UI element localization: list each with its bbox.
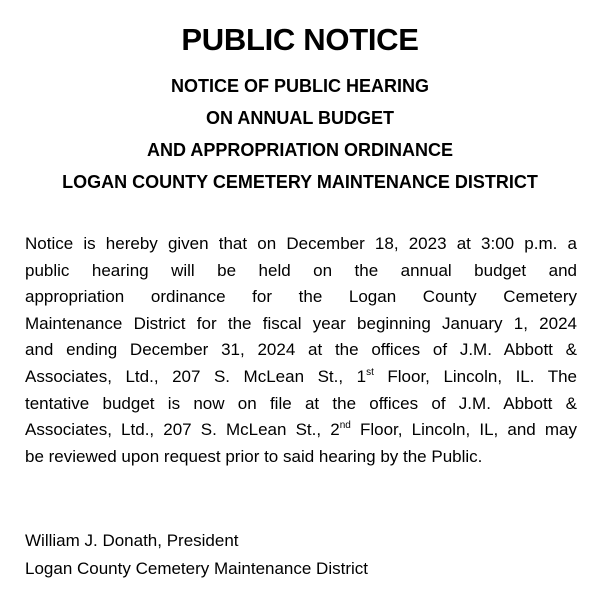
body-line-8 xyxy=(25,417,577,444)
body-line-1: Notice is hereby given that on December 18, 2023 at 3:00 p.m. a xyxy=(25,234,577,253)
body-line-7: tentative budget is now on file at the offices of J.M. Abbott & xyxy=(25,393,577,413)
body-line-6 xyxy=(25,364,577,391)
notice-title: PUBLIC NOTICE xyxy=(181,22,419,57)
body-line-8-text-a: Associates, Ltd., 207 S. McLean St., 2 xyxy=(25,420,340,440)
ordinal-suffix-second: nd xyxy=(339,420,351,432)
signature-block xyxy=(25,527,368,583)
body-line-6-text-b: Floor, Lincoln, IL. The xyxy=(373,366,577,386)
subheading-ordinance: AND APPROPRIATION ORDINANCE xyxy=(146,140,453,160)
body-line-5: and ending December 31, 2024 at the offices of J.M. Abbott & xyxy=(25,340,577,360)
signature-name: William J. Donath, President xyxy=(25,531,239,550)
body-line-2: public hearing will be held on the annual budget and xyxy=(25,260,577,280)
body-line-8-text-b: Floor, Lincoln, IL, and may xyxy=(350,420,578,440)
subheading-hearing: NOTICE OF PUBLIC HEARING xyxy=(170,76,429,96)
subheading-budget: ON ANNUAL BUDGET xyxy=(206,108,394,128)
body-line-6-text-a: Associates, Ltd., 207 S. McLean St., 1 xyxy=(25,366,367,386)
notice-body xyxy=(25,231,577,470)
body-line-4: Maintenance District for the fiscal year beginning January 1, 2024 xyxy=(25,313,577,333)
subheading-district: LOGAN COUNTY CEMETERY MAINTENANCE DISTRICT xyxy=(62,172,538,192)
signature-organization: Logan County Cemetery Maintenance District xyxy=(25,559,368,578)
body-line-3: appropriation ordinance for the Logan County Cemetery xyxy=(25,287,577,307)
ordinal-suffix-first: st xyxy=(366,366,374,378)
body-line-9: be reviewed upon request prior to said hearing by the Public. xyxy=(25,446,483,466)
notice-subheadings xyxy=(0,70,600,198)
